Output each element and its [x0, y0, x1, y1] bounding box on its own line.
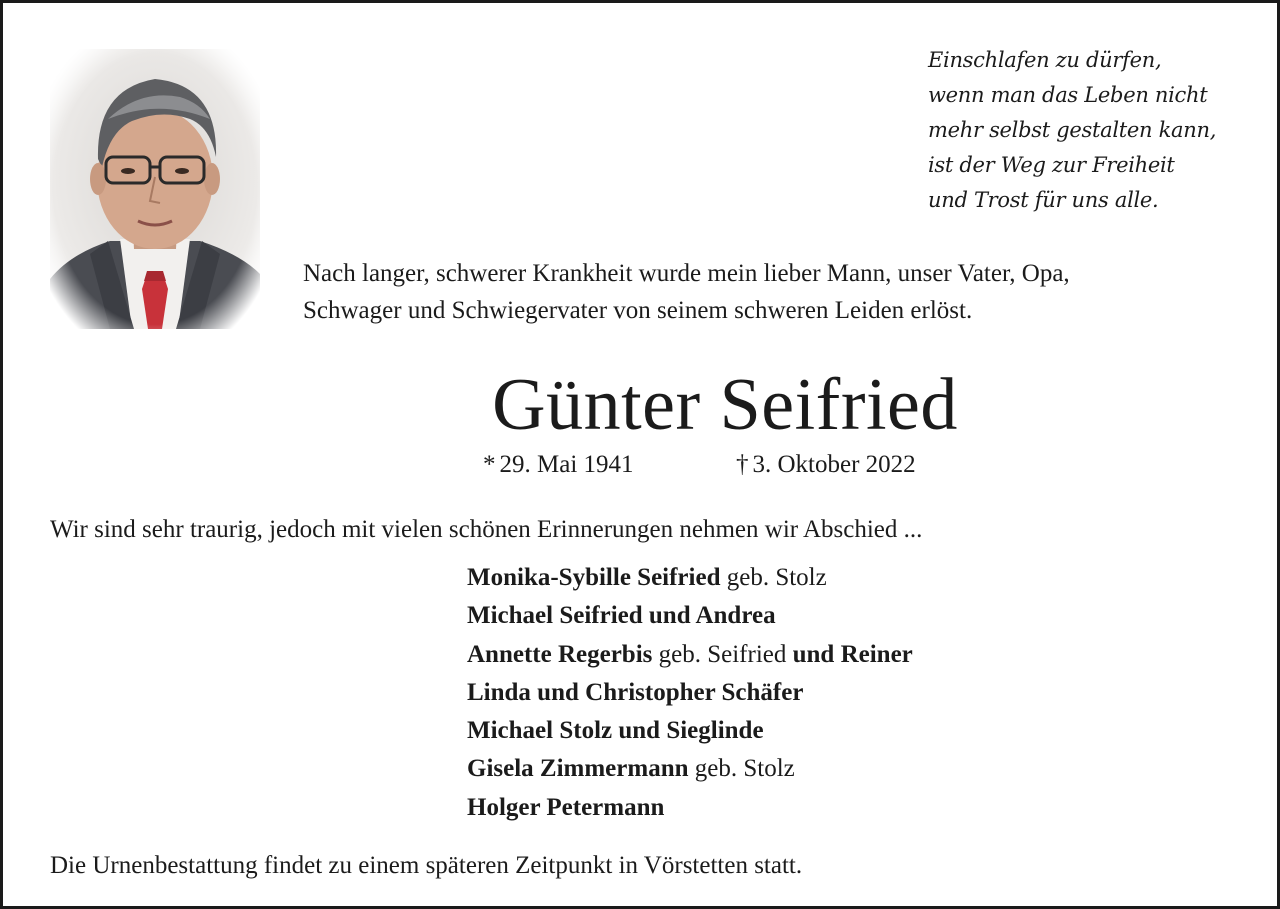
mourner-name: Gisela Zimmermann — [467, 755, 689, 783]
intro-text — [303, 255, 1263, 329]
verse-line: mehr selbst gestalten kann, — [928, 118, 1217, 142]
mourner-note: geb. Stolz — [688, 755, 795, 783]
mourner-name: Annette Regerbis — [467, 640, 653, 668]
mourner-row — [467, 750, 913, 788]
mourner-name: Michael Seifried und Andrea — [467, 602, 776, 630]
verse-line: ist der Weg zur Freiheit — [928, 153, 1175, 177]
verse-line: und Trost für uns alle. — [928, 188, 1159, 212]
verse-line: Einschlafen zu dürfen, — [928, 48, 1162, 72]
verse-quote — [928, 43, 1258, 218]
mourner-partner: und Reiner — [792, 640, 913, 668]
closing-text: Die Urnenbestattung findet zu einem späteren Zeitpunkt in Vörstetten statt. — [50, 852, 803, 879]
mourner-name: Linda und Christopher Schäfer — [467, 678, 804, 706]
mourner-row — [467, 712, 913, 750]
mourner-row — [467, 559, 913, 597]
mourners-list — [467, 559, 913, 827]
birth-symbol: * — [483, 451, 496, 478]
mourner-name: Monika-Sybille Seifried — [467, 564, 721, 591]
mourner-name: Holger Petermann — [467, 793, 665, 821]
deceased-name: Günter Seifried — [492, 364, 958, 446]
mourner-note: geb. Seifried — [652, 640, 793, 668]
cross-symbol: † — [736, 451, 749, 478]
birth-date — [483, 447, 634, 483]
mourner-note: geb. Stolz — [720, 564, 827, 591]
birth-date-text: 29. Mai 1941 — [499, 451, 634, 478]
intro-line: Schwager und Schwiegervater von seinem schweren Leiden erlöst. — [303, 297, 973, 324]
death-date — [736, 447, 916, 483]
mourner-row — [467, 636, 913, 674]
portrait-photo — [50, 49, 260, 329]
death-date-text: 3. Oktober 2022 — [752, 451, 916, 478]
mourner-row — [467, 597, 913, 635]
mourner-row — [467, 674, 913, 712]
intro-line: Nach langer, schwerer Krankheit wurde mein lieber Mann, unser Vater, Opa, — [303, 260, 1070, 287]
farewell-text: Wir sind sehr traurig, jedoch mit vielen schönen Erinnerungen nehmen wir Abschied ... — [50, 516, 923, 543]
mourner-row — [467, 789, 913, 827]
verse-line: wenn man das Leben nicht — [928, 83, 1208, 107]
mourner-name: Michael Stolz und Sieglinde — [467, 717, 764, 745]
